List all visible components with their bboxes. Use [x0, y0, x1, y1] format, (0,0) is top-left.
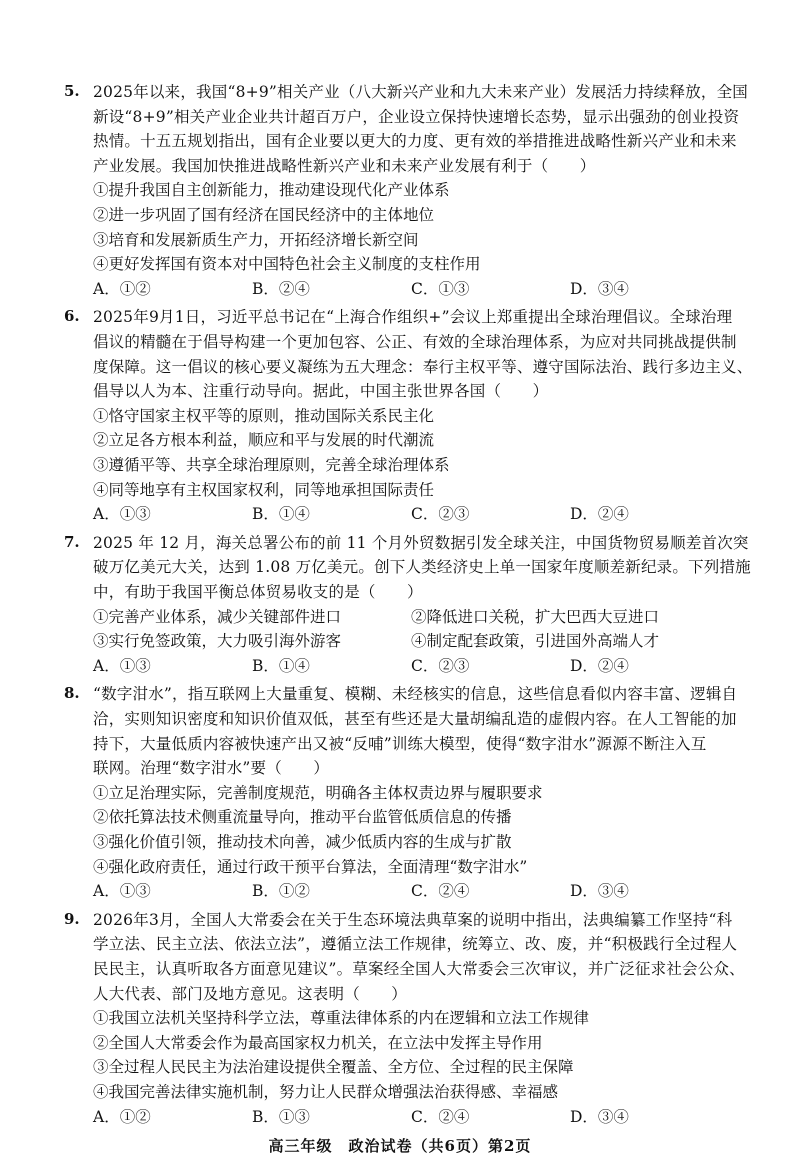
stem-line: 新设“8+9”相关产业企业共计超百万户，企业设立保持快速增长态势，显示出强劲的创业投资 [93, 107, 740, 126]
stem-line: 中，有助于我国平衡总体贸易收支的是（ ） [93, 583, 423, 601]
statement: ①立足治理实际，完善制度规范，明确各主体权责边界与履职要求 [93, 783, 543, 802]
choice-b[interactable]: B．②④ [252, 279, 310, 298]
choice-a[interactable]: A．①③ [93, 505, 151, 524]
choice-b[interactable]: B．①④ [252, 505, 310, 524]
statement: ②进一步巩固了国有经济在国民经济中的主体地位 [93, 206, 435, 224]
choice-c[interactable]: C．②④ [411, 882, 470, 901]
choice-d[interactable]: D．③④ [570, 1107, 629, 1126]
stem-line: 洽，实则知识密度和知识价值双低，甚至有些还是大量胡编乱造的虚假内容。在人工智能的加 [93, 710, 737, 728]
stem-line: 持下，大量低质内容被快速产出又被“反哺”训练大模型，使得“数字泔水”源源不断注入互 [93, 734, 707, 753]
statement: ④同等地享有主权国家权利，同等地承担国际责任 [93, 480, 435, 499]
choice-c[interactable]: C．①③ [411, 279, 470, 298]
stem-line: 度保障。这一倡议的核心要义凝练为五大理念：奉行主权平等、遵守国际法治、践行多边主义、 [93, 357, 753, 376]
statement: ④我国完善法律实施机制，努力让人民群众增强法治获得感、幸福感 [93, 1083, 559, 1101]
choice-c[interactable]: C．②④ [411, 1107, 470, 1126]
choice-d[interactable]: D．②④ [570, 505, 629, 524]
statement: ③全过程人民民主为法治建设提供全覆盖、全方位、全过程的民主保障 [93, 1058, 574, 1077]
page-footer: 高三年级 政治试卷（共6页）第2页 [268, 1136, 532, 1155]
statement: ①恪守国家主权平等的原则，推动国际关系民主化 [93, 406, 435, 425]
stem-line: 倡议的精髓在于倡导构建一个更加包容、公正、有效的全球治理体系，为应对共同挑战提供制 [93, 333, 737, 351]
question-number: 9. [64, 909, 80, 928]
statement: ②立足各方根本利益，顺应和平与发展的时代潮流 [93, 431, 435, 450]
statement: ①完善产业体系，减少关键部件进口 [93, 607, 342, 626]
question-number: 7. [64, 532, 80, 551]
choice-a[interactable]: A．①② [93, 1107, 151, 1126]
stem-line: 产业发展。我国加快推进战略性新兴产业和未来产业发展有利于（ ） [93, 156, 596, 175]
statement: ③实行免签政策，大力吸引海外游客 [93, 632, 342, 651]
stem-line: 2025年以来，我国“8+9”相关产业（八大新兴产业和九大未来产业）发展活力持续释放，全国 [93, 83, 749, 101]
statement: ③遵循平等、共享全球治理原则，完善全球治理体系 [93, 456, 450, 474]
stem-line: 学立法、民主立法、依法立法”，遵循立法工作规律，统筹立、改、废，并“积极践行全过程人 [93, 935, 738, 954]
stem-line: “数字泔水”，指互联网上大量重复、模糊、未经核实的信息，这些信息看似内容丰富、逻辑自 [93, 685, 738, 704]
statement: ④制定配套政策，引进国外高端人才 [411, 632, 660, 651]
choice-d[interactable]: D．②④ [570, 656, 629, 675]
stem-line: 热情。十五五规划指出，国有企业要以更大的力度、更有效的举措推进战略性新兴产业和未来 [93, 132, 737, 151]
question-number: 8. [64, 684, 80, 703]
choice-a[interactable]: A．①② [93, 279, 151, 298]
statement: ④强化政府责任，通过行政干预平台算法，全面清理“数字泔水” [93, 857, 528, 876]
stem-line: 2025 年 12 月，海关总署公布的前 11 个月外贸数据引发全球关注，中国货物贸易顺差首次突 [93, 533, 749, 552]
stem-line: 倡导以人为本、注重行动导向。据此，中国主张世界各国（ ） [93, 382, 549, 401]
statement: ①提升我国自主创新能力，推动建设现代化产业体系 [93, 181, 450, 200]
stem-line: 2025年9月1日，习近平总书记在“上海合作组织+”会议上郑重提出全球治理倡议。全球治理 [93, 308, 733, 327]
statement: ①我国立法机关坚持科学立法，尊重法律体系的内在逻辑和立法工作规律 [93, 1009, 590, 1028]
stem-line: 民民主，认真听取各方面意见建议”。草案经全国人大常委会三次审议，并广泛征求社会公众、 [93, 960, 745, 978]
statement: ③强化价值引领，推动技术向善，减少低质内容的生成与扩散 [93, 833, 512, 851]
statement: ②全国人大常委会作为最高国家权力机关，在立法中发挥主导作用 [93, 1033, 543, 1052]
stem-line: 破万亿美元大关，达到 1.08 万亿美元。创下人类经济史上单一国家年度顺差新纪录。下列措施 [93, 558, 751, 577]
choice-b[interactable]: B．①④ [252, 656, 310, 675]
stem-line: 联网。治理“数字泔水”要（ ） [93, 759, 330, 778]
statement: ②依托算法技术侧重流量导向，推动平台监管低质信息的传播 [93, 808, 512, 827]
choice-c[interactable]: C．②③ [411, 505, 470, 524]
choice-d[interactable]: D．③④ [570, 882, 629, 901]
statement: ③培育和发展新质生产力，开拓经济增长新空间 [93, 230, 419, 249]
statement: ②降低进口关税，扩大巴西大豆进口 [411, 607, 660, 626]
stem-line: 人大代表、部门及地方意见。这表明（ ） [93, 984, 408, 1003]
stem-line: 2026年3月，全国人大常委会在关于生态环境法典草案的说明中指出，法典编纂工作坚持“科 [93, 910, 733, 929]
choice-a[interactable]: A．①③ [93, 656, 151, 675]
choice-d[interactable]: D．③④ [570, 279, 629, 298]
question-number: 6. [64, 307, 80, 326]
choice-b[interactable]: B．①③ [252, 1107, 310, 1126]
question-number: 5. [64, 82, 80, 100]
statement: ④更好发挥国有资本对中国特色社会主义制度的支柱作用 [93, 255, 481, 274]
choice-b[interactable]: B．①② [252, 882, 310, 901]
choice-a[interactable]: A．①③ [93, 882, 151, 901]
choice-c[interactable]: C．②③ [411, 656, 470, 675]
